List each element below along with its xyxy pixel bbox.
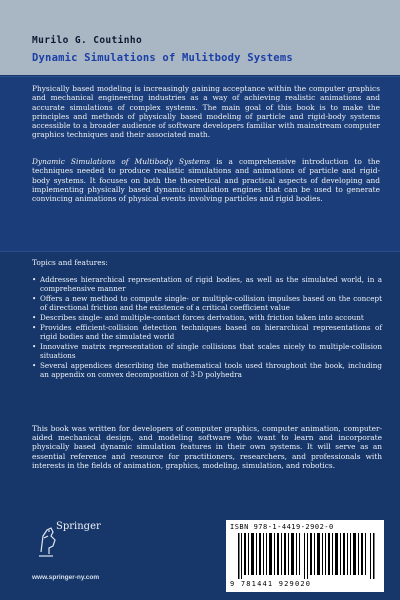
intro-paragraph-2-text: is a comprehensive introduction to the techniques needed to produce realistic simulations and animations of particle and rigid-body systems. It focuses on both the theoretical and practical aspects of developing and implementing physically based dynamic simulation engines that can be used to generate convincing animations of physical events involving particles and rigid bodies. [32, 157, 380, 204]
isbn-text: ISBN 978-1-4419-2902-0 [230, 523, 334, 531]
list-item: • Offers a new method to compute single- or multiple-collision impulses based on the concept of directional friction and the existence of a critical coefficient value [32, 294, 382, 312]
publisher-url[interactable]: www.springer-ny.com [32, 574, 100, 581]
barcode-icon [238, 533, 376, 579]
list-item: • Several appendices describing the mathematical tools used throughout the book, including an appendix on convex decomposition of 3-D polyhedra [32, 361, 382, 379]
intro-paragraph-2 [32, 157, 380, 203]
features-list [32, 275, 382, 380]
publisher-name: Springer [56, 521, 101, 532]
list-item: • Addresses hierarchical representation of rigid bodies, as well as the simulated world, in a comprehensive manner [32, 275, 382, 293]
topics-heading: Topics and features: [32, 258, 108, 267]
book-title: Dynamic Simulations of Mulitbody Systems [32, 52, 293, 64]
list-item: • Describes single- and multiple-contact forces derivation, with friction taken into account [32, 313, 382, 322]
isbn-barcode-box [226, 520, 384, 592]
author-name: Murilo G. Coutinho [32, 35, 143, 46]
list-item: • Innovative matrix representation of single collisions that scales nicely to multiple-collision situations [32, 342, 382, 360]
ean-number: 9 781441 929020 [230, 580, 312, 588]
intro-paragraph-2-title: Dynamic Simulations of Multibody Systems [32, 157, 211, 166]
list-item: • Provides efficient-collision detection techniques based on hierarchical representations of rigid bodies and the simulated world [32, 323, 382, 341]
intro-paragraph-1: Physically based modeling is increasingly gaining acceptance within the computer graphics and mechanical engineering industries as a way of achieving realistic animations and accurate simulations of complex systems. The main goal of this book is to make the principles and methods of physically based modeling of particle and rigid-body systems accessible to a broader audience of software developers familiar with mainstream computer graphics techniques and their associated math. [32, 84, 380, 140]
closing-paragraph: This book was written for developers of computer graphics, computer animation, computer-aided mechanical design, and modeling software who want to learn and incorporate physically based dynamic simulation features in their own systems. It will serve as an essential reference and resource for practitioners, researchers, and professionals with interests in the fields of animation, graphics, modeling, simulation, and robotics. [32, 424, 382, 470]
